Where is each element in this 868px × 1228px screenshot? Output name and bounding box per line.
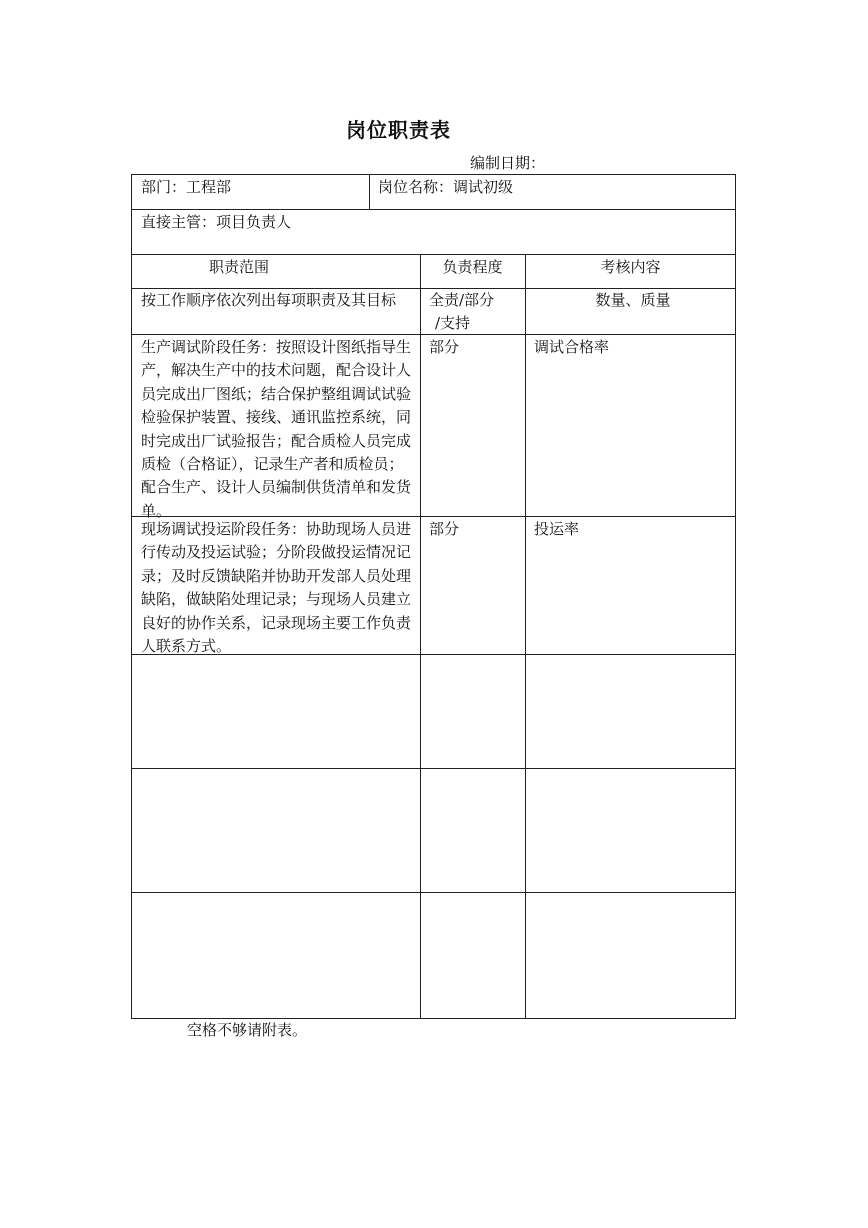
subheader-degree-line1: 全责/部分 <box>429 291 495 309</box>
row-divider <box>131 892 736 893</box>
department-field: 部门：工程部 <box>141 178 232 196</box>
page-title: 岗位职责表 <box>346 118 451 142</box>
supervisor-field: 直接主管：项目负责人 <box>141 213 292 231</box>
row-divider <box>131 209 736 210</box>
row-2-scope: 现场调试投运阶段任务：协助现场人员进行传动及投运试验；分阶段做投运情况记录；及时反馈缺陷并协助开发部人员处理缺陷，做缺陷处理记录；与现场人员建立良好的协作关系，记录现场主要工作负责人联系方式。 <box>141 520 412 656</box>
row-divider <box>131 334 736 335</box>
date-label: 编制日期： <box>470 154 546 172</box>
column-divider <box>369 174 370 209</box>
column-divider <box>525 254 526 1019</box>
header-degree: 负责程度 <box>442 258 503 276</box>
position-field: 岗位名称：调试初级 <box>378 178 514 196</box>
column-divider <box>420 254 421 1019</box>
subheader-scope: 按工作顺序依次列出每项职责及其目标 <box>141 291 397 309</box>
row-divider <box>131 254 736 255</box>
row-2-degree: 部分 <box>429 520 460 538</box>
header-scope: 职责范围 <box>208 258 269 276</box>
row-1-content: 调试合格率 <box>534 338 610 356</box>
subheader-degree-line2: /支持 <box>435 314 471 332</box>
row-1-degree: 部分 <box>429 338 460 356</box>
footer-note: 空格不够请附表。 <box>187 1021 308 1039</box>
row-2-content: 投运率 <box>534 520 580 538</box>
row-1-scope: 生产调试阶段任务：按照设计图纸指导生产，解决生产中的技术问题，配合设计人员完成出厂图纸；结合保护整组调试试验检验保护装置、接线、通讯监控系统，同时完成出厂试验报告；配合质检人员完成质检（合格证），记录生产者和质检员；配合生产、设计人员编制供货清单和发货单。 <box>141 338 412 520</box>
subheader-content: 数量、质量 <box>595 291 671 309</box>
row-divider <box>131 768 736 769</box>
header-content: 考核内容 <box>600 258 661 276</box>
